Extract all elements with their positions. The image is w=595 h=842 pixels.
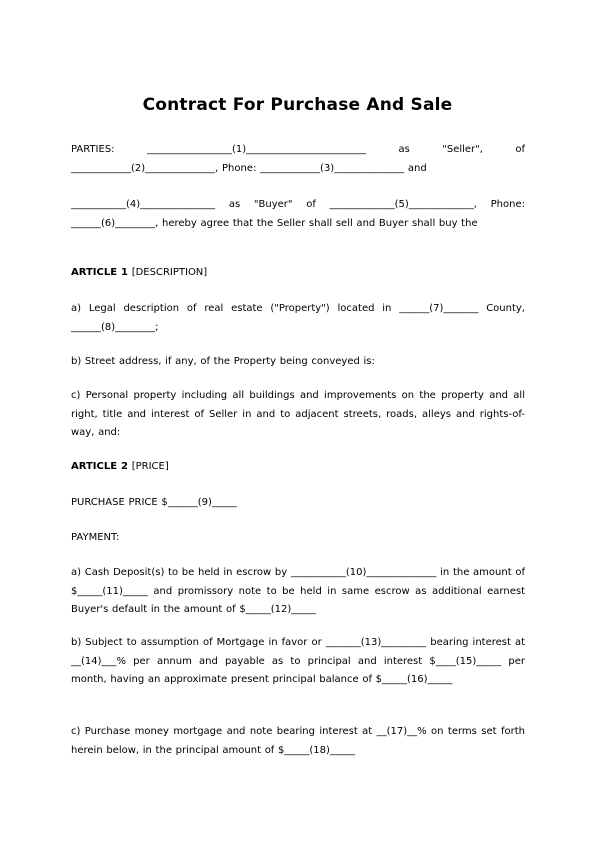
article-2-clause-a: a) Cash Deposit(s) to be held in escrow by ___________(10)______________ in the amount of $_____(11)_____ and promissory note to be held in same escrow as additional earnest Buyer's default in the amount of $_____(12)_____ [71, 567, 525, 615]
purchase-price-line: PURCHASE PRICE $______(9)_____ [71, 497, 237, 508]
article-1-heading [71, 264, 525, 283]
article-2-clause-b: b) Subject to assumption of Mortgage in favor or _______(13)_________ bearing interest at __(14)___% per annum and payable as to principal and interest $____(15)_____ per month, having an approximate present principal balance of $_____(16)_____ [71, 637, 525, 685]
document-title: Contract For Purchase And Sale [142, 95, 453, 115]
parties-buyer-paragraph: ___________(4)_______________ as "Buyer" of _____________(5)_____________, Phone: ______(6)________, hereby agree that the Seller shall sell and Buyer shall buy the [71, 199, 525, 229]
article-1-clause-b: b) Street address, if any, of the Property being conveyed is: [71, 356, 375, 367]
article-1-number: ARTICLE 1 [71, 267, 129, 278]
article-1-label: [DESCRIPTION] [131, 267, 208, 278]
article-2-number: ARTICLE 2 [71, 461, 129, 472]
article-2-clause-c: c) Purchase money mortgage and note bearing interest at __(17)__% on terms set forth herein below, in the principal amount of $_____(18)_____ [71, 726, 525, 756]
article-2-heading [71, 458, 525, 477]
payment-heading: PAYMENT: [71, 532, 120, 543]
article-1-clause-a: a) Legal description of real estate ("Property") located in ______(7)_______ County, ______(8)________; [71, 303, 525, 333]
article-1-clause-c: c) Personal property including all buildings and improvements on the property and all right, title and interest of Seller in and to adjacent streets, roads, alleys and rights-of-way, and: [71, 390, 525, 438]
article-2-label: [PRICE] [131, 461, 169, 472]
parties-seller-paragraph: PARTIES: _________________(1)________________________ as "Seller", of ____________(2)______________, Phone: ____________(3)______________ and [71, 144, 525, 174]
